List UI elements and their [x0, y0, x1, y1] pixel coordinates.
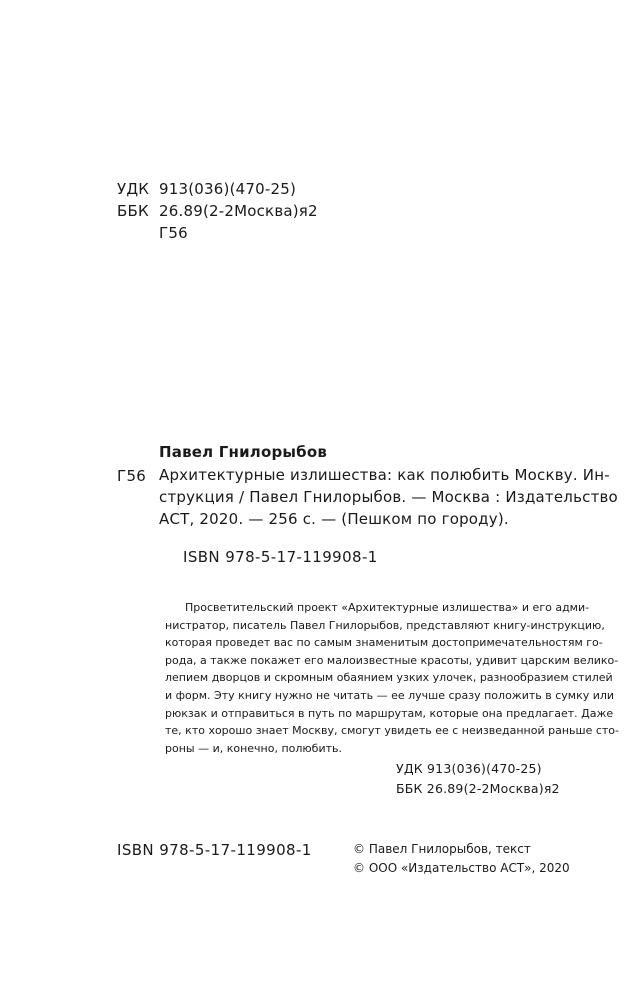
udk-row [117, 180, 296, 198]
copyright-block [353, 840, 570, 878]
udk-label: УДК [117, 180, 150, 198]
isbn-mid: ISBN 978-5-17-119908-1 [183, 548, 378, 566]
author-mark: Г56 [159, 224, 188, 242]
udk-code: УДК 913(036)(470-25) [396, 761, 542, 776]
biblio-line: АСТ, 2020. — 256 с. — (Пешком по городу). [159, 510, 509, 528]
author-mark-row [117, 224, 188, 242]
annotation-line: которая проведет вас по самым знаменитым достопримечательностям го- [165, 636, 603, 650]
annotation-line: Просветительский проект «Архитектурные излишества» и его адми- [185, 601, 590, 614]
bbk-code: ББК 26.89(2-2Москва)я2 [396, 781, 560, 796]
isbn-bottom: ISBN 978-5-17-119908-1 [117, 841, 312, 859]
bibliographic-description [159, 464, 618, 530]
annotation-line: рода, а также покажет его малоизвестные красоты, удивит царским велико- [165, 653, 619, 667]
annotation [165, 599, 619, 757]
bbk-label: ББК [117, 202, 149, 220]
annotation-line: и форм. Эту книгу нужно не читать — ее лучше сразу положить в сумку или [165, 688, 615, 702]
udk-value: 913(036)(470-25) [159, 180, 296, 198]
bbk-row [117, 202, 318, 220]
entry-code: Г56 [117, 467, 147, 485]
bbk-value: 26.89(2-2Москва)я2 [159, 202, 318, 220]
biblio-line: Архитектурные излишества: как полюбить Москву. Ин- [159, 466, 610, 484]
copyright-publisher: © ООО «Издательство АСТ», 2020 [353, 861, 570, 875]
copyright-text: © Павел Гнилорыбов, текст [353, 842, 531, 856]
classification-codes [396, 759, 560, 799]
annotation-line: роны — и, конечно, полюбить. [165, 741, 343, 755]
annotation-line: те, кто хорошо знает Москву, смогут увидеть ее с неизведанной раньше сто- [165, 724, 619, 738]
annotation-line: рюкзак и отправиться в путь по маршрутам, которые она предлагает. Даже [165, 706, 614, 720]
annotation-line: лепием дворцов и скромным обаянием узких улочек, разнообразием стилей [165, 671, 613, 685]
author-name: Павел Гнилорыбов [159, 443, 328, 461]
biblio-line: струкция / Павел Гнилорыбов. — Москва : Издательство [159, 488, 618, 506]
annotation-line: нистратор, писатель Павел Гнилорыбов, представляют книгу-инструкцию, [165, 618, 605, 632]
